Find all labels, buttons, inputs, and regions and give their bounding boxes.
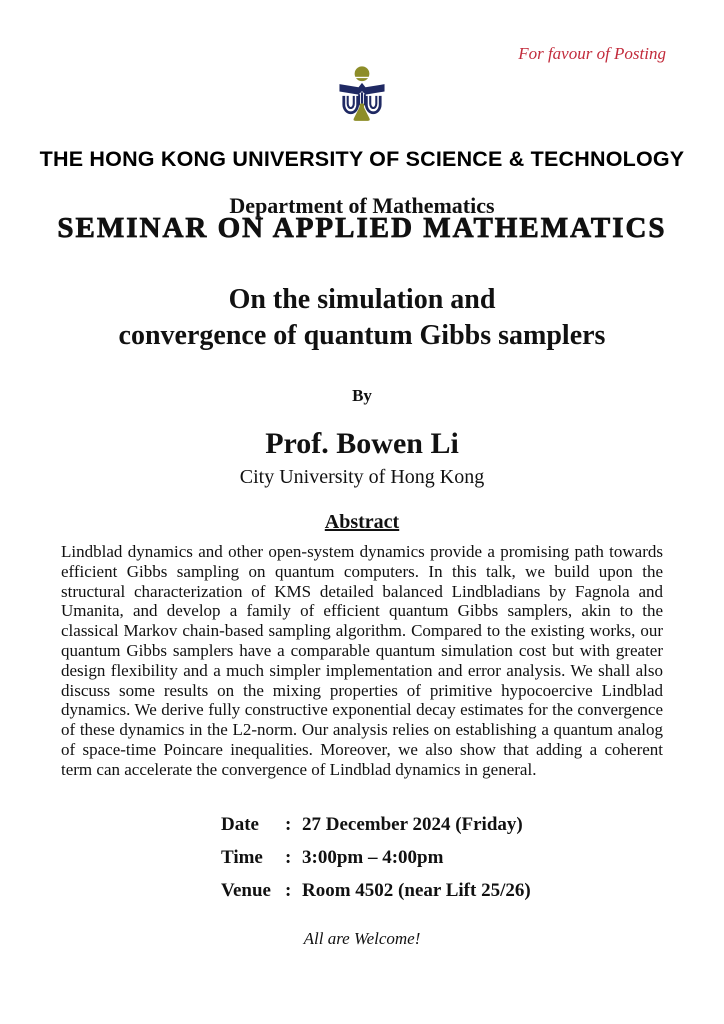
posting-note: For favour of Posting [518, 44, 666, 63]
event-details [221, 814, 531, 913]
detail-row-venue [221, 880, 531, 903]
abstract-text: Lindblad dynamics and other open-system dynamics provide a promising path towards efficient Gibbs sampling on quantum computers. In this talk, we build upon the structural characterization of KMS detailed balanced Lindbladians by Fagnola and Umanita, and develop a family of efficient quantum Gibbs samplers, akin to the classical Markov chain-based sampling algorithm. Compared to the existing works, our quantum Gibbs samplers have a comparable quantum simulation cost but with greater design flexibility and a much simpler implementation and error analysis. We shall also discuss some results on the mixing properties of primitive hypocoercive Lindblad dynamics. We derive fully constructive exponential decay estimates for the convergence of these dynamics in the L2-norm. Our analysis relies on establishing a quantum analog of space-time Poincare inequalities. Moreover, we also show that adding a coherent term can accelerate the convergence of Lindblad dynamics in general. [61, 542, 663, 779]
time-value: 3:00pm – 4:00pm [302, 847, 444, 868]
seminar-series-title: SEMINAR ON APPLIED MATHEMATICS [57, 212, 667, 244]
detail-row-time [221, 847, 531, 870]
abstract-heading: Abstract [324, 511, 400, 533]
talk-title-line1: On the simulation and [228, 284, 496, 315]
venue-value: Room 4502 (near Lift 25/26) [302, 880, 531, 901]
time-separator: : [285, 847, 292, 868]
welcome-note: All are Welcome! [303, 929, 421, 948]
speaker-affiliation: City University of Hong Kong [239, 466, 485, 488]
date-label: Date [221, 814, 259, 835]
date-value: 27 December 2024 (Friday) [302, 814, 523, 835]
hkust-logo-icon [336, 62, 388, 128]
venue-separator: : [285, 880, 292, 901]
university-name: THE HONG KONG UNIVERSITY OF SCIENCE & TECHNOLOGY [39, 147, 685, 172]
talk-title [0, 282, 724, 354]
time-label: Time [221, 847, 263, 868]
department-name: Department of Mathematics [229, 193, 495, 219]
hkust-logo [0, 62, 724, 128]
by-label: By [352, 386, 372, 405]
detail-row-date [221, 814, 531, 837]
speaker-name: Prof. Bowen Li [265, 427, 459, 460]
date-separator: : [285, 814, 292, 835]
venue-label: Venue [221, 880, 271, 901]
talk-title-line2: convergence of quantum Gibbs samplers [118, 320, 606, 351]
